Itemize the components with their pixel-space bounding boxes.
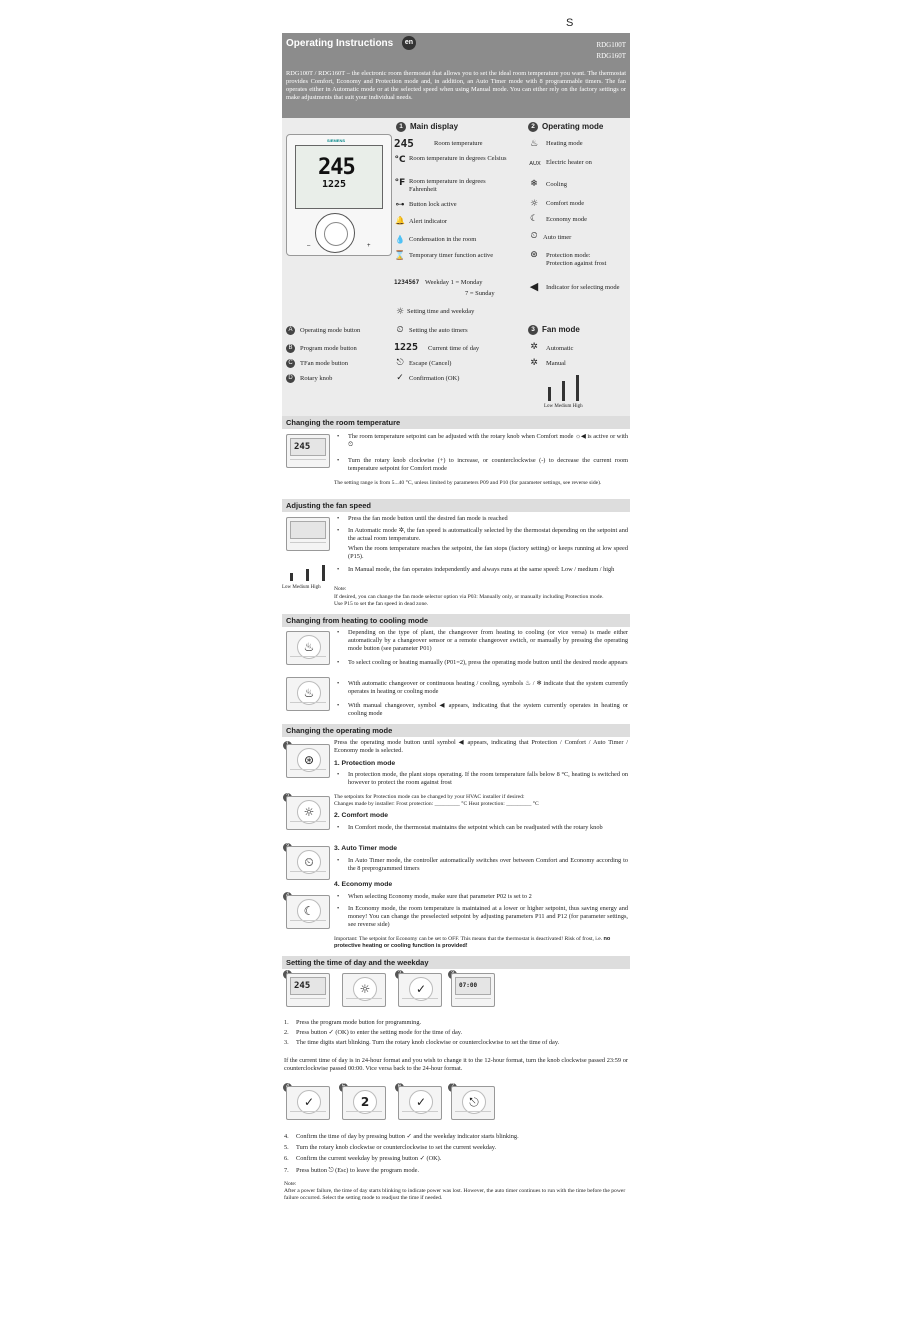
md-fahrenheit: Room temperature in degrees Fahrenheit bbox=[409, 178, 486, 193]
droplet-icon: 💧 bbox=[395, 235, 405, 244]
thumb-td-5 bbox=[342, 1086, 386, 1120]
op-p4a: • When selecting Economy mode, make sure that parameter P02 is set to 2 bbox=[334, 893, 628, 901]
room-temp-b1: • The room temperature setpoint can be adjusted with the rotary knob when Comfort mode ☼◀ is active or with ⏲ bbox=[334, 433, 628, 449]
device-plus: + bbox=[367, 243, 371, 249]
op-intro: Press the operating mode button until symbol ◀ appears, indicating that Protection / Comfort / Auto Timer / Economy mode is selected. bbox=[334, 739, 628, 754]
fan-note-heading: Note: bbox=[334, 586, 347, 592]
fan-speed-levels: Low Medium High bbox=[282, 585, 321, 590]
td-3-screen: 07:00 bbox=[455, 977, 491, 995]
thumb-screen: 245 bbox=[290, 438, 326, 456]
escape-icon: ⎋ bbox=[396, 358, 404, 368]
button-b-row bbox=[286, 344, 396, 353]
td-s1-text: Press the program mode button for programming. bbox=[296, 1019, 422, 1026]
comfort-sun-icon: ☼ bbox=[529, 199, 539, 209]
heating-circle-icon: ♨ bbox=[297, 681, 321, 705]
room-temp-b2: • Turn the rotary knob clockwise (+) to increase, or counterclockwise (-) to decrease the current room temperature setpoint for Comfort mode bbox=[334, 457, 628, 473]
md-button-lock: Button lock active bbox=[409, 201, 457, 208]
letter-a: A bbox=[286, 326, 295, 335]
md-escape: Escape (Cancel) bbox=[409, 360, 452, 367]
op-h2: 2. Comfort mode bbox=[334, 812, 389, 819]
td-s3: 3. The time digits start blinking. Turn the rotary knob clockwise or counterclockwise to set the time of day. bbox=[284, 1039, 560, 1046]
fan-level-labels bbox=[544, 404, 583, 409]
section-fan-speed: Adjusting the fan speed bbox=[282, 499, 630, 512]
economy-moon-icon: ☾ bbox=[529, 214, 539, 224]
thermostat-illustration bbox=[286, 134, 392, 256]
md-alert: Alert indicator bbox=[409, 218, 448, 225]
section-heat-cool: Changing from heating to cooling mode bbox=[282, 614, 630, 627]
om-auto-timer: Auto timer bbox=[543, 234, 572, 241]
thermometer-lcd-icon: 245 bbox=[394, 137, 414, 150]
model-numbers bbox=[596, 40, 626, 62]
button-c-row bbox=[286, 359, 396, 368]
section-time-day: Setting the time of day and the weekday bbox=[282, 956, 630, 969]
fan-bar-medium bbox=[562, 381, 565, 401]
fan-manual-icon: ✲ bbox=[530, 358, 538, 368]
thumb-td-1 bbox=[286, 973, 330, 1007]
thumb-heat-cool-2 bbox=[286, 677, 330, 711]
hc-b4: • With manual changeover, symbol ◀ appears, indicating that the system currently operates in heating or cooling mode bbox=[334, 702, 628, 718]
hc-b1: • Depending on the type of plant, the changeover from heating to cooling (or vice versa) is made either automatically by a changeover sensor or a remote changeover switch, or manually by pressing the operating mode button (see parameter P01) bbox=[334, 629, 628, 653]
section-op-mode: Changing the operating mode bbox=[282, 724, 630, 737]
protection-circle-icon: ⊛ bbox=[297, 748, 321, 772]
td-s2: 2. Press button ✓ (OK) to enter the setting mode for the time of day. bbox=[284, 1029, 463, 1036]
md-celsius: Room temperature in degrees Celsius bbox=[409, 155, 507, 162]
hc-b3: • With automatic changeover or continuous heating / cooling, symbols ♨ / ❄ indicate that the system currently operates in heating or cooling mode bbox=[334, 680, 628, 696]
room-temp-note: The setting range is from 5...40 °C, unless limited by parameters P09 and P10 (for parameter settings, see reverse side). bbox=[334, 480, 602, 486]
thumb-fan bbox=[286, 517, 330, 551]
fm-automatic: Automatic bbox=[546, 345, 574, 352]
fan-level-high: High bbox=[572, 404, 583, 409]
md-weekday: Weekday 1 = Monday bbox=[425, 279, 483, 286]
hourglass-icon: ⌛ bbox=[394, 251, 406, 261]
aux-icon: AUX bbox=[529, 161, 541, 167]
fan-b1: • Press the fan mode button until the desired fan mode is reached bbox=[334, 515, 628, 523]
om-protection: Protection mode: Protection against frost bbox=[546, 252, 607, 267]
thumb-td-3 bbox=[451, 973, 495, 1007]
button-d-row bbox=[286, 374, 396, 383]
op-important-text: Important: The setpoint for Economy can be set to OFF. This means that the thermostat is deactivated! Risk of frost, i.e. bbox=[334, 936, 603, 942]
om-comfort: Comfort mode bbox=[546, 200, 585, 207]
thumb-td-1b bbox=[342, 973, 386, 1007]
md-setting-time: Setting time and weekday bbox=[407, 308, 475, 315]
op-p3: • In Auto Timer mode, the controller automatically switches over between Comfort and Economy according to the 8 preprogrammed timers bbox=[334, 857, 628, 873]
td-s1: 1. Press the program mode button for programming. bbox=[284, 1019, 422, 1026]
sun-time-icon: ☼ bbox=[395, 307, 405, 317]
td-1-screen: 245 bbox=[290, 977, 326, 995]
fan-b3: • In Manual mode, the fan operates independently and always runs at the same speed: Low / medium / high bbox=[334, 566, 628, 574]
protection-frost-icon: ⊛ bbox=[530, 250, 538, 260]
device-brand: SIEMENS bbox=[327, 138, 346, 143]
fan-speed-small-bars bbox=[288, 565, 328, 581]
device-rotary-knob bbox=[315, 213, 355, 253]
td-s6-text: Confirm the current weekday by pressing button ✓ (OK). bbox=[296, 1155, 442, 1162]
hc-b2: • To select cooling or heating manually (P01=2), press the operating mode button until the desired mode appears bbox=[334, 659, 628, 667]
section-room-temp: Changing the room temperature bbox=[282, 416, 630, 429]
om-economy: Economy mode bbox=[546, 216, 587, 223]
thumb-td-6 bbox=[398, 1086, 442, 1120]
td-sun-icon: ☼ bbox=[353, 977, 377, 1001]
checkmark-icon: ✓ bbox=[396, 373, 404, 383]
td-s7: 7. Press button ⎋ (Esc) to leave the program mode. bbox=[284, 1167, 420, 1174]
info-box bbox=[282, 118, 630, 416]
op-p4b: • In Economy mode, the room temperature is maintained at a lower or higher setpoint, thus saving energy and money! You can change the preselected setpoint by adjusting parameters P11 and P12 (for parameter settings, see reverse side) bbox=[334, 905, 628, 929]
op-important-bold: no protective heating or cooling function is provided! bbox=[334, 936, 611, 949]
om-electric-heater: Electric heater on bbox=[546, 159, 592, 166]
td-note-heading: Note: bbox=[284, 1181, 297, 1187]
td-check-icon: ✓ bbox=[409, 977, 433, 1001]
fan-bar-low bbox=[548, 387, 551, 401]
fahrenheit-icon: °F bbox=[394, 178, 406, 188]
corner-letter: S bbox=[566, 17, 574, 29]
om-cooling: Cooling bbox=[546, 181, 567, 188]
md-auto-timers: Setting the auto timers bbox=[409, 327, 468, 334]
thumb-room-temp bbox=[286, 434, 330, 468]
letter-b: B bbox=[286, 344, 295, 353]
om-heating: Heating mode bbox=[546, 140, 583, 147]
fan-speed-bars bbox=[546, 371, 596, 401]
fan-level-medium: Medium bbox=[554, 404, 572, 409]
heating-icon: ♨ bbox=[529, 139, 539, 149]
td-s4-text: Confirm the time of day by pressing button ✓ and the weekday indicator starts blinking. bbox=[296, 1133, 519, 1140]
device-time: 1225 bbox=[322, 179, 347, 190]
td-s5: 5. Turn the rotary knob clockwise or counterclockwise to set the current weekday. bbox=[284, 1144, 497, 1151]
op-p1: • In protection mode, the plant stops operating. If the room temperature falls below 8 °C, heating is switched on however to protect the room against frost bbox=[334, 771, 628, 787]
button-c-label: TFan mode button bbox=[300, 359, 349, 367]
td-s2-text: Press button ✓ (OK) to enter the setting mode for the time of day. bbox=[296, 1029, 463, 1036]
thumb-auto-timer bbox=[286, 846, 330, 880]
td-4-check-icon: ✓ bbox=[297, 1090, 321, 1114]
fan-auto-icon: ✲ bbox=[530, 342, 538, 352]
op-n1: The setpoints for Protection mode can be changed by your HVAC installer if desired: bbox=[334, 794, 525, 800]
auto-timer-icon: ⏲ bbox=[396, 325, 404, 335]
main-display-heading bbox=[396, 122, 458, 132]
mode-indicator-arrow-icon: ◀ bbox=[529, 280, 539, 293]
td-s3-text: The time digits start blinking. Turn the rotary knob clockwise or counterclockwise to set the time of day. bbox=[296, 1039, 560, 1046]
fan-mode-number: 3 bbox=[528, 325, 538, 335]
letter-c: C bbox=[286, 359, 295, 368]
op-h3: 3. Auto Timer mode bbox=[334, 845, 398, 852]
button-a-label: Operating mode button bbox=[300, 326, 361, 334]
button-d-label: Rotary knob bbox=[300, 374, 333, 382]
intro-text: RDG100T / RDG160T – the electronic room thermostat that allows you to set the ideal room temperature you want. The thermostat provides Comfort, Economy and Protection mode and, in addition, an Auto Timer mode with 8 programmable timers. The fan operates either in Automatic mode or at the selected speed when using Manual mode. You can either rely on the factory settings or make adjustments that suit your individual needs. bbox=[286, 70, 626, 101]
auto-timer-circle-icon: ⏲ bbox=[297, 850, 321, 874]
td-s6: 6. Confirm the current weekday by pressing button ✓ (OK). bbox=[284, 1155, 442, 1162]
op-p2: • In Comfort mode, the thermostat maintains the setpoint which can be readjusted with the rotary knob bbox=[334, 824, 628, 832]
fan-b2b: When the room temperature reaches the setpoint, the fan stops (factory setting) or keeps running at low speed (P15). bbox=[348, 545, 628, 560]
op-h4: 4. Economy mode bbox=[334, 881, 393, 888]
key-lock-icon: ⊶ bbox=[395, 200, 405, 210]
md-temp-timer: Temporary timer function active bbox=[409, 252, 494, 259]
model-2: RDG160T bbox=[596, 52, 626, 60]
language-badge: en bbox=[402, 36, 416, 50]
main-display-number: 1 bbox=[396, 122, 406, 132]
op-important bbox=[334, 936, 628, 950]
op-n1b: Changes made by installer: Frost protection: _________ °C Heat protection: _________ °C bbox=[334, 801, 539, 807]
thumb-comfort bbox=[286, 796, 330, 830]
button-a-row bbox=[286, 326, 396, 335]
device-temp: 245 bbox=[318, 155, 355, 180]
td-6-check-icon: ✓ bbox=[409, 1090, 433, 1114]
operating-mode-number: 2 bbox=[528, 122, 538, 132]
heat-cool-icon: ♨ bbox=[297, 635, 321, 659]
thumb-td-7 bbox=[451, 1086, 495, 1120]
fan-mode-title: Fan mode bbox=[542, 325, 580, 335]
thumb-td-4 bbox=[286, 1086, 330, 1120]
device-minus: – bbox=[307, 243, 311, 249]
md-condensation: Condensation in the room bbox=[409, 236, 477, 243]
md-weekday-sunday: 7 = Sunday bbox=[465, 290, 495, 297]
celsius-icon: °C bbox=[394, 155, 406, 165]
td-s5-text: Turn the rotary knob clockwise or counterclockwise to set the current weekday. bbox=[296, 1144, 497, 1151]
model-1: RDG100T bbox=[596, 41, 626, 49]
td-note: After a power failure, the time of day starts blinking to indicate power was lost. However, the auto timer continues to run with the time before the power failure occurred. Select the setting mode to readjust the time if needed. bbox=[284, 1188, 626, 1201]
td-5-day-digit: 2 bbox=[353, 1090, 377, 1114]
weekday-digits-icon: 1234567 bbox=[394, 279, 420, 286]
td-s4: 4. Confirm the time of day by pressing button ✓ and the weekday indicator starts blinking. bbox=[284, 1133, 519, 1140]
op-h1: 1. Protection mode bbox=[334, 760, 396, 767]
om-indicator: Indicator for selecting mode bbox=[546, 284, 620, 291]
page-title: Operating Instructions bbox=[286, 38, 394, 49]
thumb-protection bbox=[286, 744, 330, 778]
operating-mode-heading bbox=[528, 122, 603, 132]
header-banner bbox=[282, 33, 630, 118]
button-b-label: Program mode button bbox=[300, 344, 357, 352]
comfort-circle-icon: ☼ bbox=[297, 800, 321, 824]
bell-icon: 🔔 bbox=[395, 216, 405, 225]
auto-timer-mode-icon: ⏲ bbox=[530, 231, 538, 241]
fan-note: If desired, you can change the fan mode selector option via P03: Manually only, or manually including Protection mode. Use P15 to set the fan speed in dead zone. bbox=[334, 594, 604, 607]
td-s7-text: Press button ⎋ (Esc) to leave the program mode. bbox=[296, 1167, 420, 1174]
fm-manual: Manual bbox=[546, 360, 566, 367]
td-mid: If the current time of day is in 24-hour format and you wish to change it to the 12-hour format, turn the knob clockwise passed 23:59 or counterclockwise passed 00:00. Vice versa back to the 24-hour format. bbox=[284, 1057, 628, 1072]
economy-circle-icon: ☾ bbox=[297, 899, 321, 923]
instruction-sheet bbox=[282, 30, 630, 1310]
cooling-snowflake-icon: ❄ bbox=[530, 179, 538, 189]
operating-mode-title: Operating mode bbox=[542, 122, 604, 132]
thumb-heat-cool-1 bbox=[286, 631, 330, 665]
fan-level-low: Low bbox=[544, 404, 554, 409]
md-confirmation: Confirmation (OK) bbox=[409, 375, 460, 382]
fan-b2: • In Automatic mode ✲, the fan speed is automatically selected by the thermostat depending on the setpoint and the actual room temperature. bbox=[334, 527, 628, 543]
fan-mode-heading bbox=[528, 325, 580, 335]
md-room-temp: Room temperature bbox=[434, 140, 483, 147]
td-7-escape-icon: ⎋ bbox=[462, 1090, 486, 1114]
letter-d: D bbox=[286, 374, 295, 383]
thumb-td-2 bbox=[398, 973, 442, 1007]
device-screen bbox=[295, 145, 383, 209]
thumb-economy bbox=[286, 895, 330, 929]
fan-bar-high bbox=[576, 375, 579, 401]
md-current-time: Current time of day bbox=[428, 345, 480, 352]
clock-digits-icon: 1225 bbox=[394, 342, 419, 353]
main-display-title: Main display bbox=[410, 122, 459, 132]
